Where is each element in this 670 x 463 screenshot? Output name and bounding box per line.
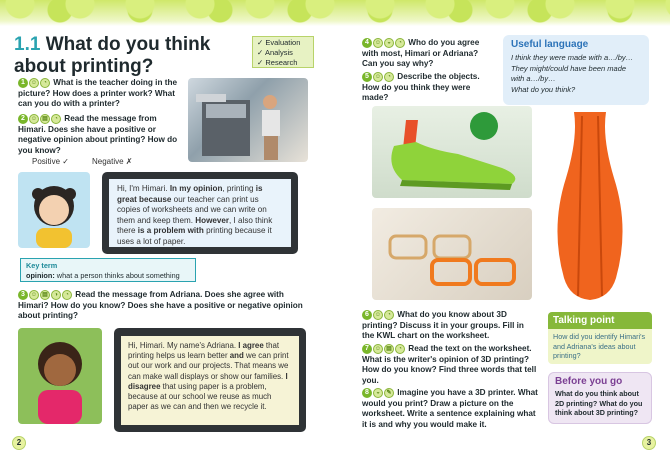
question-3 (18, 290, 308, 322)
page-title (14, 34, 214, 78)
msg-bold: I agree (238, 341, 264, 350)
question-6 (362, 310, 538, 342)
printer-illustration (188, 78, 308, 162)
msg-text: Hi, Himari. My name's Adriana. (128, 341, 239, 350)
skill-evaluation: ✓ Evaluation (257, 38, 301, 47)
shoe-illustration (372, 106, 532, 198)
discuss-icon: ◔ (384, 72, 394, 82)
question-number-badge: 2 (18, 114, 28, 124)
negative-text: Negative ✗ (92, 157, 133, 166)
key-term-heading: Key term (26, 261, 58, 270)
key-term-meaning: what a person thinks about something (54, 271, 180, 280)
talking-point-heading: Talking point (548, 312, 652, 329)
useful-language-line: They might/could have been made with a…/by… (511, 63, 627, 83)
before-you-go-box (548, 372, 652, 424)
unit-number: 1.1 (14, 34, 41, 55)
3d-printed-shoe-photo (372, 106, 532, 198)
question-text: What do you know about 3D printing? Discuss it in your groups. Fill in the KWL chart on the worksheet. (362, 310, 524, 341)
question-number-badge: 5 (362, 72, 372, 82)
msg-text: Hi, I'm Himari. (117, 184, 170, 193)
useful-language-line: What do you think? (511, 84, 576, 94)
read-icon: ▤ (40, 114, 50, 124)
question-text: Read the message from Himari. Does she have a positive or negative opinion about printing? How do you know? (18, 114, 178, 155)
question-number-badge: 4 (362, 38, 372, 48)
question-number-badge: 8 (362, 388, 372, 398)
question-number-badge: 6 (362, 310, 372, 320)
think-icon: ◒ (373, 388, 383, 398)
speak-icon: ☺ (374, 346, 382, 352)
key-term-word: opinion: (26, 271, 55, 280)
msg-bold: I disagree (128, 371, 288, 391)
3d-printed-vase-image (548, 108, 632, 304)
skill-research: ✓ Research (257, 58, 298, 67)
positive-text: Positive ✓ (32, 157, 69, 166)
useful-language-line: I think they were made with a…/by… (511, 53, 634, 62)
vase-illustration (548, 108, 632, 304)
msg-text: we can print out our work and our projects. That means we can make wall displays or show our families. (128, 351, 289, 381)
question-2 (18, 114, 184, 156)
key-term-box (20, 258, 196, 282)
discuss-icon: ◔ (40, 78, 50, 88)
question-text: Read the text on the worksheet. What is the writer's opinion of 3D printing? How do you know? Find three words that tell you. (362, 344, 537, 385)
key-term-definition (26, 271, 190, 281)
adriana-photo (18, 328, 102, 424)
discuss-icon: ◔ (51, 114, 61, 124)
msg-text: , I also think there (117, 215, 273, 236)
unit-title: What do you think about printing? (14, 34, 211, 77)
speak-icon: ☺ (374, 40, 382, 46)
page-number-left: 2 (12, 436, 26, 450)
glasses-illustration (372, 208, 532, 300)
msg-text: that printing helps us learn better (128, 341, 280, 361)
page-number-right: 3 (642, 436, 656, 450)
adriana-message (121, 336, 299, 417)
talking-point-text: How did you identify Himari's and Adriana's ideas about printing? (553, 332, 646, 360)
useful-language-heading: Useful language (511, 39, 589, 50)
3d-printed-glasses-photo (372, 208, 532, 300)
speak-icon: ☺ (374, 74, 382, 80)
himari-message (109, 179, 291, 253)
question-number-badge: 1 (18, 78, 28, 88)
question-text: Imagine you have a 3D printer. What would you print? Draw a picture on the worksheet. Write a sentence explaining what it is and why you would make it. (362, 388, 538, 429)
negative-label (92, 157, 133, 166)
msg-bold: However (195, 215, 230, 225)
positive-label (32, 157, 69, 166)
himari-message-screen (109, 179, 291, 247)
question-8 (362, 388, 542, 430)
discuss-icon: ◔ (395, 344, 405, 354)
question-4 (362, 38, 494, 70)
msg-bold: is great because (117, 184, 263, 204)
question-number-badge: 3 (18, 290, 28, 300)
write-icon: ✎ (384, 388, 394, 398)
useful-language-box (503, 35, 649, 105)
msg-bold: is a problem with (137, 226, 204, 236)
question-text: Who do you agree with most, Himari or Adriana? Can you say why? (362, 38, 480, 69)
girl-avatar-illustration (18, 172, 90, 248)
msg-text: that using paper is a problem, because at our school we reuse as much paper as we can and then we recycle it. (128, 381, 272, 412)
tablet-frame-adriana (114, 328, 306, 432)
skills-box (252, 36, 314, 68)
tablet-frame-himari (102, 172, 298, 254)
read-icon: ▤ (40, 290, 50, 300)
speak-icon: ☺ (30, 116, 38, 122)
discuss-icon: ◔ (384, 310, 394, 320)
msg-text: printing because it uses a lot of paper. (117, 226, 272, 246)
discuss-icon: ◔ (62, 290, 72, 300)
skill-analysis: ✓ Analysis (257, 48, 293, 57)
girl-avatar-illustration (18, 328, 102, 424)
question-7 (362, 344, 542, 386)
question-text: What is the teacher doing in the picture? How does a printer work? What can you do with a printer? (18, 78, 178, 109)
read-icon: ▤ (384, 344, 394, 354)
top-banner (0, 0, 670, 26)
msg-text: our teacher can print us copies of worksheets and we can write on them and keep them. (117, 194, 267, 225)
himari-photo (18, 172, 90, 248)
question-5 (362, 72, 494, 104)
adriana-message-screen (121, 336, 299, 425)
question-number-badge: 7 (362, 344, 372, 354)
before-you-go-text: What do you think about 2D printing? What do you think about 3D printing? (555, 389, 643, 417)
talking-point-box (548, 312, 652, 364)
msg-bold: and (229, 351, 244, 361)
think-icon: ◒ (384, 38, 394, 48)
before-you-go-heading: Before you go (555, 376, 623, 387)
question-1 (18, 78, 184, 110)
question-text: Describe the objects. How do you think they were made? (362, 72, 480, 103)
speak-icon: ☺ (30, 292, 38, 298)
teacher-printer-photo (188, 78, 308, 162)
question-text: Read the message from Adriana. Does she agree with Himari? How do you know? Does she have a positive or negative opinion about printing? (18, 290, 303, 321)
speak-icon: ☺ (374, 312, 382, 318)
speak-icon: ☺ (30, 80, 38, 86)
discuss-icon: ◔ (395, 38, 405, 48)
msg-text: , printing (222, 184, 256, 193)
listen-icon: ◑ (51, 290, 61, 300)
msg-bold: In my opinion (169, 184, 223, 193)
